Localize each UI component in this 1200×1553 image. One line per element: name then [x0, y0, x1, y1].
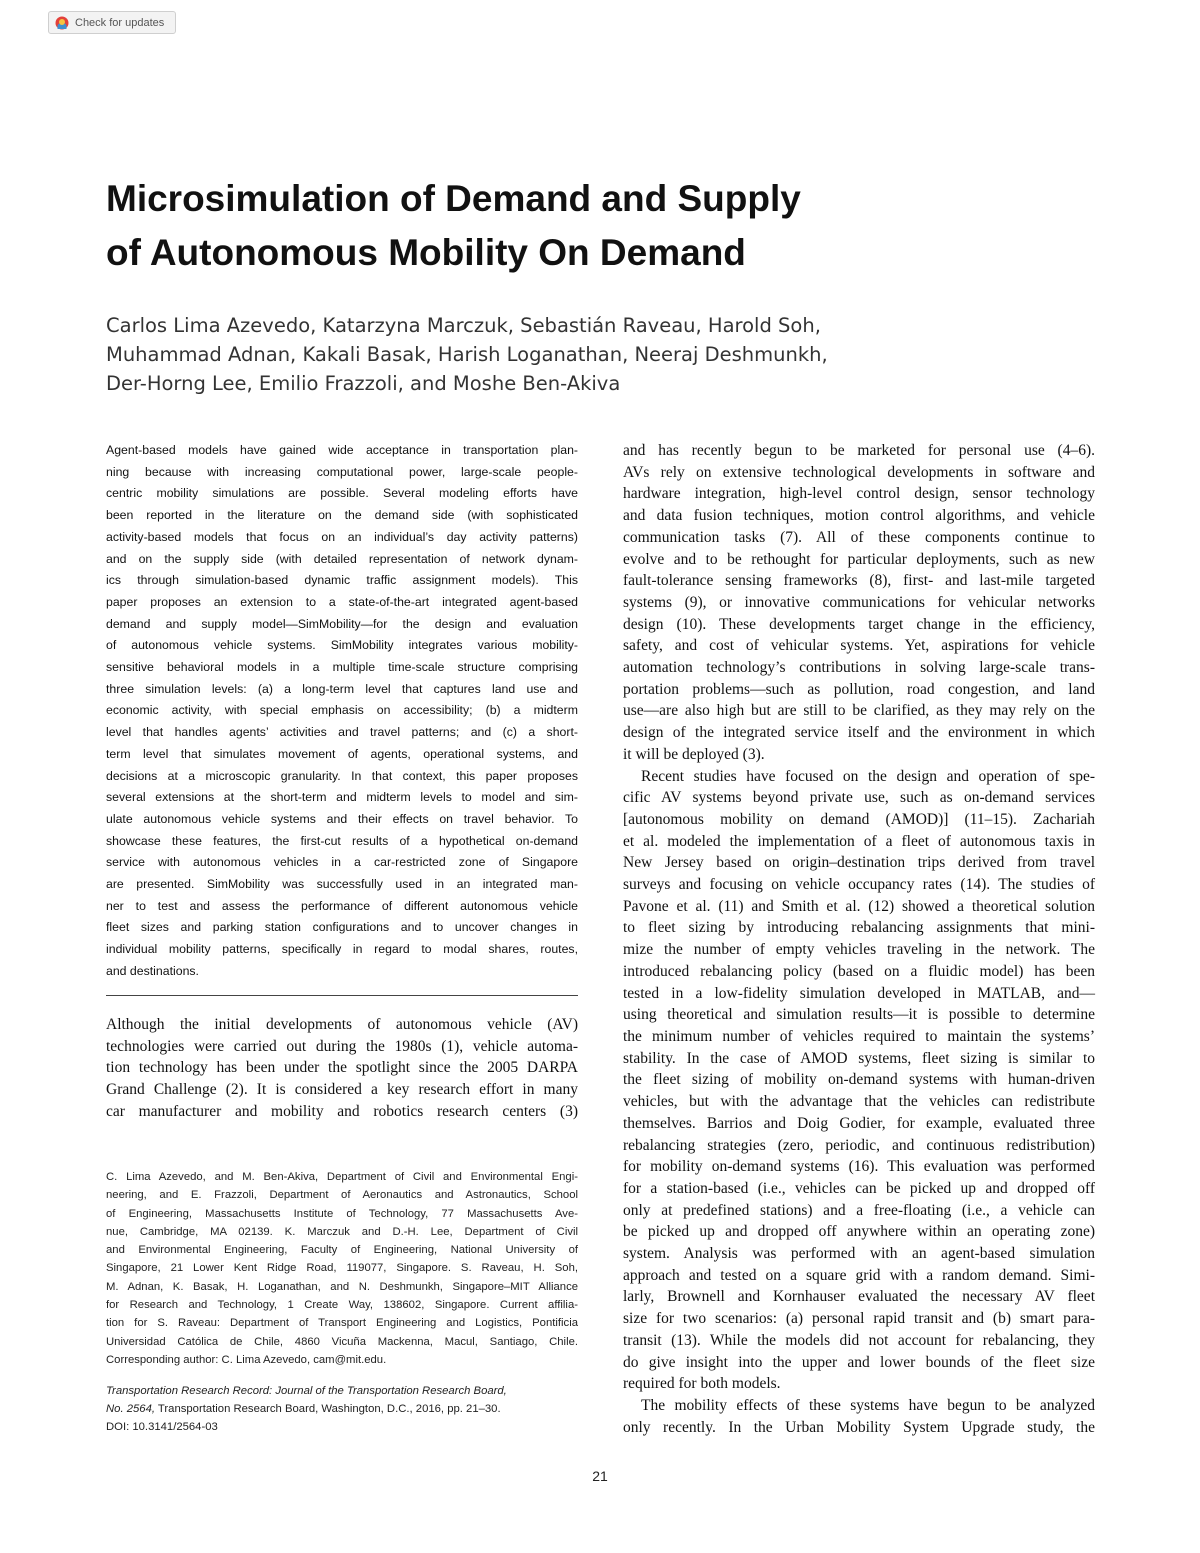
- abstract-line: showcase these features, the first-cut results of a hypothetical on-demand: [106, 833, 578, 848]
- body-text-line: car manufacturer and mobility and robotics research centers (3): [106, 1102, 578, 1120]
- affiliation-line: Corresponding author: C. Lima Azevedo, cam@mit.edu.: [106, 1353, 387, 1366]
- abstract-line: centric mobility simulations are possible. Several modeling efforts have: [106, 486, 578, 501]
- body-text-line: fault-tolerance sensing frameworks (8), first- and last-mile targeted: [623, 572, 1095, 590]
- abstract-line: and destinations.: [106, 963, 199, 978]
- body-text-line: mize the number of empty vehicles traveling in the network. The: [623, 941, 1095, 959]
- body-text-line: required for both models.: [623, 1375, 781, 1393]
- body-text-line: only at predefined stations) and a free-floating (i.e., a vehicle can: [623, 1201, 1095, 1219]
- abstract-line: are presented. SimMobility was successfully used in an integrated man-: [106, 877, 578, 892]
- check-for-updates-button[interactable]: [48, 11, 176, 34]
- body-text-line: for a station-based (i.e., vehicles can be picked up and dropped off: [623, 1179, 1095, 1197]
- body-text-line: do give insight into the upper and lower bounds of the fleet size: [623, 1353, 1095, 1371]
- check-for-updates-label: Check for updates: [75, 16, 165, 29]
- body-text-line: systems (9), or innovative communications for vehicular networks: [623, 593, 1095, 611]
- abstract-line: individual mobility patterns, specifically in regard to modal shares, routes,: [106, 942, 578, 957]
- title-line: Microsimulation of Demand and Supply: [106, 178, 801, 219]
- author-line: Der-Horng Lee, Emilio Frazzoli, and Moshe Ben-Akiva: [106, 372, 621, 395]
- body-text-line: the minimum number of vehicles required to maintain the systems’: [623, 1027, 1095, 1045]
- abstract-line: service with autonomous vehicles in a car-restricted zone of Singapore: [106, 855, 578, 870]
- body-text-line: Pavone et al. (11) and Smith et al. (12) showed a theoretical solution: [623, 897, 1095, 915]
- abstract-line: several extensions at the short-term and midterm levels to model and sim-: [106, 790, 578, 805]
- abstract-line: fleet sizes and parking station configurations and to uncover changes in: [106, 920, 578, 935]
- body-text-line: it will be deployed (3).: [623, 745, 765, 763]
- abstract-line: three simulation levels: (a) a long-term level that captures land use and: [106, 681, 578, 696]
- affiliation-line: neering, and E. Frazzoli, Department of Aeronautics and Astronautics, School: [106, 1189, 578, 1202]
- body-text-line: themselves. Barrios and Doig Godier, for example, evaluated three: [623, 1114, 1095, 1132]
- body-paragraph: [623, 440, 1095, 766]
- body-text-line: for mobility on-demand systems (16). This evaluation was performed: [623, 1158, 1095, 1176]
- abstract-line: ulate autonomous vehicle systems and their effects on travel behavior. To: [106, 811, 578, 826]
- body-text-line: using theoretical and simulation results—it is possible to determine: [623, 1006, 1095, 1024]
- abstract-line: Agent-based models have gained wide acceptance in transportation plan-: [106, 443, 578, 457]
- body-text-line: safety, and cost of vehicular systems. Yet, aspirations for vehicle: [623, 637, 1095, 655]
- body-text-line: design (10). These developments target change in the efficiency,: [623, 615, 1095, 633]
- abstract-line: economic activity, with special emphasis on accessibility; (b) a midterm: [106, 703, 578, 718]
- abstract-line: level that handles agents’ activities and travel patterns; and (c) a short-: [106, 725, 578, 740]
- body-text-line: tested in a low-fidelity simulation developed in MATLAB, and—: [623, 984, 1095, 1002]
- abstract-line: sensitive behavioral models in a multiple time-scale structure comprising: [106, 660, 578, 675]
- abstract-line: and on the supply side (with detailed representation of network dynam-: [106, 551, 578, 566]
- body-text-line: Recent studies have focused on the design and operation of spe-: [641, 767, 1095, 785]
- abstract-line: been reported in the literature on the demand side (with sophisticated: [106, 508, 578, 523]
- affiliation-line: and Environmental Engineering, Faculty of Engineering, National University of: [106, 1244, 578, 1257]
- body-text-line: et al. modeled the implementation of a fleet of autonomous taxis in: [623, 832, 1095, 850]
- affiliation-line: nue, Cambridge, MA 02139. K. Marczuk and D.-H. Lee, Department of Civil: [106, 1225, 578, 1238]
- body-text-line: vehicles, but with the advantage that the vehicles can redistribute: [623, 1093, 1095, 1111]
- body-paragraph: [623, 766, 1095, 1395]
- affiliation-line: M. Adnan, K. Basak, H. Loganathan, and N. Deshmunkh, Singapore–MIT Alliance: [106, 1280, 578, 1293]
- body-text-line: AVs rely on extensive technological developments in software and: [623, 463, 1095, 481]
- body-text-line: system. Analysis was performed with an agent-based simulation: [623, 1245, 1095, 1263]
- body-text-line: Grand Challenge (2). It is considered a key research effort in many: [106, 1081, 578, 1099]
- body-text-line: the fleet sizing of mobility on-demand systems with human-driven: [623, 1071, 1095, 1089]
- author-line: Muhammad Adnan, Kakali Basak, Harish Loganathan, Neeraj Deshmunkh,: [106, 343, 828, 366]
- paper-title: [106, 172, 1066, 280]
- body-text-line: portation problems—such as pollution, road congestion, and land: [623, 680, 1095, 698]
- introduction-paragraph: [106, 1014, 578, 1123]
- citation-publisher: Transportation Research Board, Washington, D.C., 2016, pp. 21–30.: [155, 1403, 501, 1415]
- abstract-line: decisions at a microscopic granularity. In that context, this paper proposes: [106, 768, 578, 783]
- body-paragraph: [623, 1395, 1095, 1438]
- body-text-line: rebalancing strategies (zero, periodic, and continuous redistribution): [623, 1136, 1095, 1154]
- affiliation-line: Singapore, 21 Lower Kent Ridge Road, 119077, Singapore. S. Raveau, H. Soh,: [106, 1262, 578, 1275]
- citation-details: [106, 1400, 578, 1418]
- affiliation-line: for Research and Technology, 1 Create Way, 138602, Singapore. Current affilia-: [106, 1299, 578, 1312]
- body-text-line: be picked up and dropped off anywhere within an operating zone): [623, 1223, 1095, 1241]
- abstract-line: demand and supply model—SimMobility—for the design and evaluation: [106, 616, 578, 631]
- affiliation-line: Universidad Católica de Chile, 4860 Vicuña Mackenna, Macul, Santiago, Chile.: [106, 1335, 578, 1348]
- crossmark-icon: [55, 16, 69, 30]
- abstract-line: ning because with increasing computational power, large-scale people-: [106, 464, 578, 479]
- body-text-line: to fleet sizing by introducing rebalancing assignments that mini-: [623, 919, 1095, 937]
- abstract-line: ics through simulation-based dynamic traffic assignment models). This: [106, 573, 578, 588]
- citation-block: [106, 1382, 578, 1436]
- body-text-line: size for two scenarios: (a) personal rapid transit and (b) smart para-: [623, 1310, 1095, 1328]
- body-text-line: transit (13). While the models did not account for rebalancing, they: [623, 1331, 1095, 1349]
- affiliation-line: C. Lima Azevedo, and M. Ben-Akiva, Department of Civil and Environmental Engi-: [106, 1171, 578, 1183]
- body-text-line: surveys and focusing on vehicle occupancy rates (14). The studies of: [623, 876, 1095, 894]
- abstract-line: ner to test and assess the performance of different autonomous vehicle: [106, 898, 578, 913]
- citation-doi: DOI: 10.3141/2564-03: [106, 1421, 218, 1433]
- body-text-line: technologies were carried out during the 1980s (1), vehicle automa-: [106, 1037, 578, 1055]
- body-text-line: larly, Brownell and Kornhauser evaluated the necessary AV fleet: [623, 1288, 1095, 1306]
- citation-journal: Transportation Research Record: Journal of the Transportation Research Board,: [106, 1385, 507, 1397]
- abstract-line: term level that simulates movement of agents, operational systems, and: [106, 746, 578, 761]
- author-list: [106, 311, 1006, 398]
- abstract: [106, 440, 578, 983]
- body-text-line: design of the integrated service itself and the environment in which: [623, 724, 1095, 742]
- body-text-line: The mobility effects of these systems have begun to be analyzed: [641, 1396, 1095, 1414]
- affiliation-line: tion for S. Raveau: Department of Transport Engineering and Logistics, Pontificia: [106, 1317, 578, 1330]
- body-text-line: hardware integration, high-level control design, sensor technology: [623, 485, 1095, 503]
- body-text-line: and has recently begun to be marketed for personal use (4–6).: [623, 442, 1095, 459]
- body-text-line: Although the initial developments of autonomous vehicle (AV): [106, 1016, 578, 1033]
- title-line: of Autonomous Mobility On Demand: [106, 232, 746, 273]
- body-text-line: cific AV systems beyond private use, such as on-demand services: [623, 789, 1095, 807]
- body-text-line: stability. In the case of AMOD systems, fleet sizing is similar to: [623, 1049, 1095, 1067]
- body-text-line: introduced rebalancing policy (based on a fluidic model) has been: [623, 962, 1095, 980]
- abstract-line: paper proposes an extension to a state-of-the-art integrated agent-based: [106, 594, 578, 609]
- abstract-line: activity-based models that focus on an individual’s day activity patterns): [106, 529, 578, 544]
- page-number: 21: [592, 1468, 608, 1484]
- body-text-line: tion technology has been under the spotlight since the 2005 DARPA: [106, 1059, 578, 1077]
- body-text-line: communication tasks (7). All of these components continue to: [623, 528, 1095, 546]
- body-text-line: only recently. In the Urban Mobility System Upgrade study, the: [623, 1418, 1095, 1436]
- affiliation-line: of Engineering, Massachusetts Institute of Technology, 77 Massachusetts Ave-: [106, 1207, 578, 1220]
- body-text-line: automation technology’s contributions in solving large-scale trans-: [623, 659, 1095, 677]
- citation-issue: No. 2564,: [106, 1403, 155, 1415]
- right-column-body: [623, 440, 1095, 1438]
- author-affiliations: [106, 1168, 578, 1369]
- body-text-line: [autonomous mobility on demand (AMOD)] (11–15). Zachariah: [623, 810, 1095, 828]
- body-text-line: evolve and to be rethought for particular deployments, such as new: [623, 550, 1095, 568]
- abstract-line: of autonomous vehicle systems. SimMobility integrates various mobility-: [106, 638, 578, 653]
- body-text-line: New Jersey based on origin–destination trips derived from travel: [623, 854, 1095, 872]
- abstract-divider: [106, 995, 578, 996]
- body-text-line: use—are also high but are still to be clarified, as they may rely on the: [623, 702, 1095, 720]
- body-text-line: and data fusion techniques, motion control algorithms, and vehicle: [623, 507, 1095, 525]
- body-text-line: approach and tested on a square grid with a random demand. Simi-: [623, 1266, 1095, 1284]
- author-line: Carlos Lima Azevedo, Katarzyna Marczuk, Sebastián Raveau, Harold Soh,: [106, 314, 821, 337]
